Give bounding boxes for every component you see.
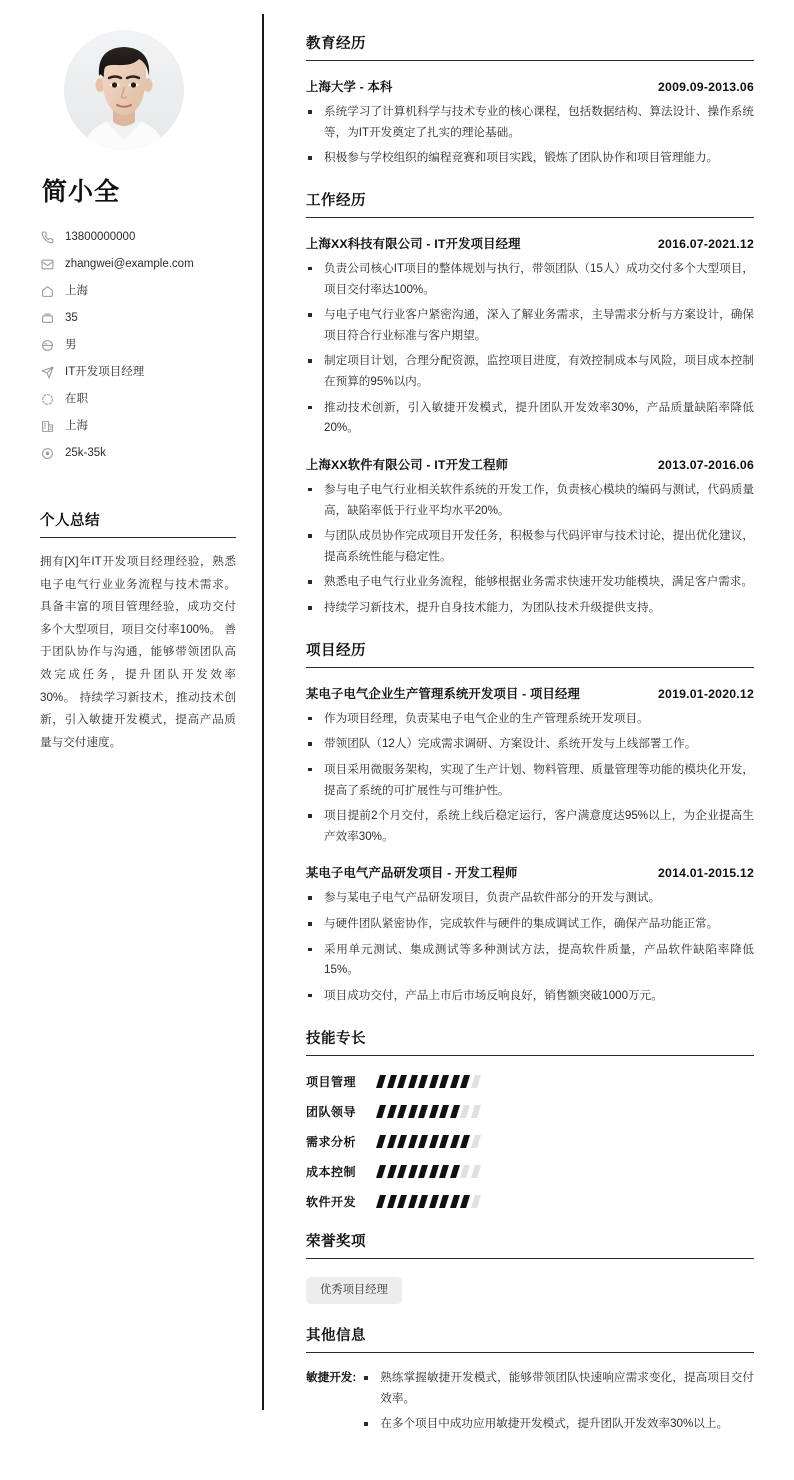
skill-mark-filled <box>387 1135 397 1148</box>
bullet-item: 项目采用微服务架构，实现了生产计划、物料管理、质量管理等功能的模块化开发，提高了系统的可扩展性与可维护性。 <box>306 760 754 801</box>
entry-date: 2013.07-2016.06 <box>658 457 754 472</box>
main-content <box>262 0 794 1480</box>
bullet-item: 参与某电子电气产品研发项目，负责产品软件部分的开发与测试。 <box>306 888 754 909</box>
entry-bullets <box>306 709 754 848</box>
contact-phone-value: 13800000000 <box>65 230 136 243</box>
skill-mark-filled <box>387 1075 397 1088</box>
bullet-item: 与硬件团队紧密协作，完成软件与硬件的集成调试工作，确保产品功能正常。 <box>306 914 754 935</box>
skill-mark-filled <box>429 1135 439 1148</box>
summary-heading: 个人总结 <box>40 509 236 538</box>
skill-mark-filled <box>460 1075 470 1088</box>
skill-mark-filled <box>376 1195 386 1208</box>
skills-list <box>306 1073 754 1210</box>
envelope-icon <box>40 258 54 272</box>
entry-header <box>306 455 754 473</box>
avatar-photo <box>64 30 184 150</box>
bullet-item: 项目提前2个月交付，系统上线后稳定运行，客户满意度达95%以上，为企业提高生产效率30%。 <box>306 806 754 847</box>
work-entries <box>306 234 754 619</box>
skill-mark-filled <box>418 1105 428 1118</box>
entry-header <box>306 234 754 252</box>
skill-mark-filled <box>397 1105 407 1118</box>
skill-mark-filled <box>450 1135 460 1148</box>
skill-row <box>306 1073 754 1090</box>
bullet-item: 系统学习了计算机科学与技术专业的核心课程，包括数据结构、算法设计、操作系统等，为IT开发奠定了扎实的理论基础。 <box>306 102 754 143</box>
honors-heading: 荣誉奖项 <box>306 1230 754 1259</box>
skill-rating <box>378 1165 479 1178</box>
bullet-item: 持续学习新技术，提升自身技术能力，为团队技术升级提供支持。 <box>306 598 754 619</box>
summary-text: 拥有[X]年IT开发项目经理经验，熟悉电子电气行业业务流程与技术需求。 具备丰富的项目管理经验，成功交付多个大型项目，项目交付率100%。 善于团队协作与沟通，能够带领团队高效完成任务，提升团队开发效率30%。 持续学习新技术，推动技术创新，引入敏捷开发模式，提高产品质量与交付速度。 <box>40 555 236 749</box>
entry-title: 上海XX科技有限公司 - IT开发项目经理 <box>306 236 521 251</box>
contact-location <box>40 278 236 305</box>
skill-name: 成本控制 <box>306 1164 357 1179</box>
skill-name: 项目管理 <box>306 1074 357 1089</box>
skill-mark-filled <box>418 1075 428 1088</box>
contact-gender-value: 男 <box>65 338 77 351</box>
refresh-icon <box>40 393 54 407</box>
other-info-label: 敏捷开发: <box>306 1371 357 1385</box>
skill-mark-empty <box>471 1165 481 1178</box>
contact-position <box>40 359 236 386</box>
building-icon <box>40 420 54 434</box>
skill-mark-empty <box>471 1075 481 1088</box>
bullet-item: 采用单元测试、集成测试等多种测试方法，提高软件质量，产品软件缺陷率降低15%。 <box>306 940 754 981</box>
skill-mark-filled <box>439 1195 449 1208</box>
paper-plane-icon <box>40 366 54 380</box>
skill-mark-filled <box>450 1165 460 1178</box>
skill-mark-filled <box>408 1195 418 1208</box>
bullet-item: 制定项目计划，合理分配资源，监控项目进度，有效控制成本与风险，项目成本控制在预算的95%以内。 <box>306 351 754 392</box>
contact-list <box>40 224 236 467</box>
entry-header <box>306 684 754 702</box>
projects-section <box>306 639 754 1007</box>
bullet-item: 与电子电气行业客户紧密沟通，深入了解业务需求，主导需求分析与方案设计，确保项目符合行业标准与客户期望。 <box>306 305 754 346</box>
experience-entry <box>306 234 754 439</box>
skill-mark-empty <box>471 1195 481 1208</box>
contact-salary-value: 25k-35k <box>65 446 106 459</box>
skill-mark-filled <box>387 1165 397 1178</box>
skill-mark-filled <box>450 1105 460 1118</box>
skill-mark-filled <box>387 1195 397 1208</box>
entry-date: 2009.09-2013.06 <box>658 80 754 94</box>
contact-age-value: 35 <box>65 311 78 324</box>
entry-bullets <box>306 888 754 1006</box>
entry-title: 上海XX软件有限公司 - IT开发工程师 <box>306 457 509 472</box>
other-info-bullets <box>362 1368 754 1440</box>
contact-phone <box>40 224 236 251</box>
bullet-item: 带领团队（12人）完成需求调研、方案设计、系统开发与上线部署工作。 <box>306 734 754 755</box>
skill-mark-filled <box>418 1195 428 1208</box>
skill-mark-filled <box>376 1165 386 1178</box>
contact-email-value: zhangwei@example.com <box>65 257 194 270</box>
entry-header <box>306 863 754 881</box>
column-divider <box>262 14 264 1410</box>
skill-mark-filled <box>439 1135 449 1148</box>
contact-gender <box>40 332 236 359</box>
entry-bullets <box>306 102 754 169</box>
entry-date: 2019.01-2020.12 <box>658 686 754 701</box>
education-section <box>306 32 754 169</box>
contact-city <box>40 413 236 440</box>
skills-section <box>306 1027 754 1210</box>
skill-rating <box>378 1135 479 1148</box>
entry-title: 上海大学 - 本科 <box>306 80 393 94</box>
bullet-item: 项目成功交付，产品上市后市场反响良好，销售额突破1000万元。 <box>306 986 754 1007</box>
skill-mark-filled <box>408 1135 418 1148</box>
bullet-item: 积极参与学校组织的编程竞赛和项目实践，锻炼了团队协作和项目管理能力。 <box>306 148 754 169</box>
skill-mark-filled <box>439 1105 449 1118</box>
gender-icon <box>40 339 54 353</box>
education-heading: 教育经历 <box>306 32 754 61</box>
entry-title: 某电子电气企业生产管理系统开发项目 - 项目经理 <box>306 686 580 701</box>
skill-rating <box>378 1075 479 1088</box>
other-heading: 其他信息 <box>306 1324 754 1353</box>
skill-mark-empty <box>460 1165 470 1178</box>
contact-salary <box>40 440 236 467</box>
skills-heading: 技能专长 <box>306 1027 754 1056</box>
experience-entry <box>306 77 754 169</box>
experience-entry <box>306 455 754 619</box>
sidebar <box>0 0 262 754</box>
skill-rating <box>378 1195 479 1208</box>
page-title: 简小全 <box>42 178 121 206</box>
skill-mark-filled <box>408 1075 418 1088</box>
other-blocks <box>306 1368 754 1440</box>
experience-entry <box>306 863 754 1006</box>
skill-mark-filled <box>397 1165 407 1178</box>
bullet-item: 与团队成员协作完成项目开发任务，积极参与代码评审与技术讨论，提出优化建议，提高系统性能与稳定性。 <box>306 526 754 567</box>
bullet-item: 熟悉电子电气行业业务流程，能够根据业务需求快速开发功能模块，满足客户需求。 <box>306 572 754 593</box>
skill-mark-filled <box>429 1075 439 1088</box>
summary-section <box>40 509 236 754</box>
skill-mark-filled <box>376 1135 386 1148</box>
skill-mark-filled <box>460 1195 470 1208</box>
education-entries <box>306 77 754 169</box>
projects-heading: 项目经历 <box>306 639 754 668</box>
skill-mark-empty <box>471 1105 481 1118</box>
skill-row <box>306 1163 754 1180</box>
bullet-item: 在多个项目中成功应用敏捷开发模式，提升团队开发效率30%以上。 <box>362 1414 754 1435</box>
contact-status <box>40 386 236 413</box>
work-heading: 工作经历 <box>306 189 754 218</box>
contact-position-value: IT开发项目经理 <box>65 365 145 378</box>
skill-name: 团队领导 <box>306 1104 357 1119</box>
skill-mark-filled <box>418 1135 428 1148</box>
entry-date: 2014.01-2015.12 <box>658 866 754 881</box>
bullet-item: 负责公司核心IT项目的整体规划与执行，带领团队（15人）成功交付多个大型项目，项目交付率达100%。 <box>306 259 754 300</box>
entry-header <box>306 77 754 95</box>
entry-bullets <box>306 259 754 439</box>
contact-city-value: 上海 <box>65 419 88 432</box>
skill-mark-filled <box>408 1105 418 1118</box>
skill-mark-empty <box>471 1135 481 1148</box>
entry-date: 2016.07-2021.12 <box>658 236 754 251</box>
skill-row <box>306 1193 754 1210</box>
id-card-icon <box>40 312 54 326</box>
skill-mark-filled <box>418 1165 428 1178</box>
home-icon <box>40 285 54 299</box>
work-section <box>306 189 754 619</box>
honor-chip: 优秀项目经理 <box>306 1277 402 1305</box>
skill-name: 需求分析 <box>306 1134 357 1149</box>
experience-entry <box>306 684 754 848</box>
bullet-item: 作为项目经理，负责某电子电气企业的生产管理系统开发项目。 <box>306 709 754 730</box>
contact-status-value: 在职 <box>65 392 88 405</box>
contact-age <box>40 305 236 332</box>
skill-mark-filled <box>408 1165 418 1178</box>
contact-location-value: 上海 <box>65 284 88 297</box>
skill-row <box>306 1133 754 1150</box>
entry-bullets <box>306 480 754 619</box>
skill-rating <box>378 1105 479 1118</box>
skill-mark-filled <box>439 1075 449 1088</box>
other-section <box>306 1324 754 1440</box>
skill-mark-filled <box>450 1195 460 1208</box>
honors-list <box>306 1277 754 1305</box>
skill-mark-filled <box>450 1075 460 1088</box>
skill-mark-filled <box>397 1195 407 1208</box>
projects-entries <box>306 684 754 1007</box>
skill-mark-filled <box>397 1075 407 1088</box>
skill-row <box>306 1103 754 1120</box>
skill-mark-filled <box>429 1195 439 1208</box>
entry-title: 某电子电气产品研发项目 - 开发工程师 <box>306 866 518 881</box>
bullet-item: 推动技术创新，引入敏捷开发模式，提升团队开发效率30%，产品质量缺陷率降低20%。 <box>306 398 754 439</box>
honors-section <box>306 1230 754 1305</box>
skill-mark-filled <box>376 1075 386 1088</box>
other-info-block <box>306 1368 754 1440</box>
skill-mark-filled <box>376 1105 386 1118</box>
contact-email <box>40 251 236 278</box>
skill-mark-empty <box>460 1105 470 1118</box>
avatar <box>64 30 184 150</box>
bullet-item: 熟练掌握敏捷开发模式，能够带领团队快速响应需求变化，提高项目交付效率。 <box>362 1368 754 1409</box>
skill-mark-filled <box>387 1105 397 1118</box>
skill-name: 软件开发 <box>306 1194 357 1209</box>
skill-mark-filled <box>429 1165 439 1178</box>
phone-icon <box>40 231 54 245</box>
bullet-item: 参与电子电气行业相关软件系统的开发工作，负责核心模块的编码与测试，代码质量高，缺陷率低于行业平均水平20%。 <box>306 480 754 521</box>
target-icon <box>40 447 54 461</box>
skill-mark-filled <box>397 1135 407 1148</box>
skill-mark-filled <box>460 1135 470 1148</box>
skill-mark-filled <box>439 1165 449 1178</box>
skill-mark-filled <box>429 1105 439 1118</box>
